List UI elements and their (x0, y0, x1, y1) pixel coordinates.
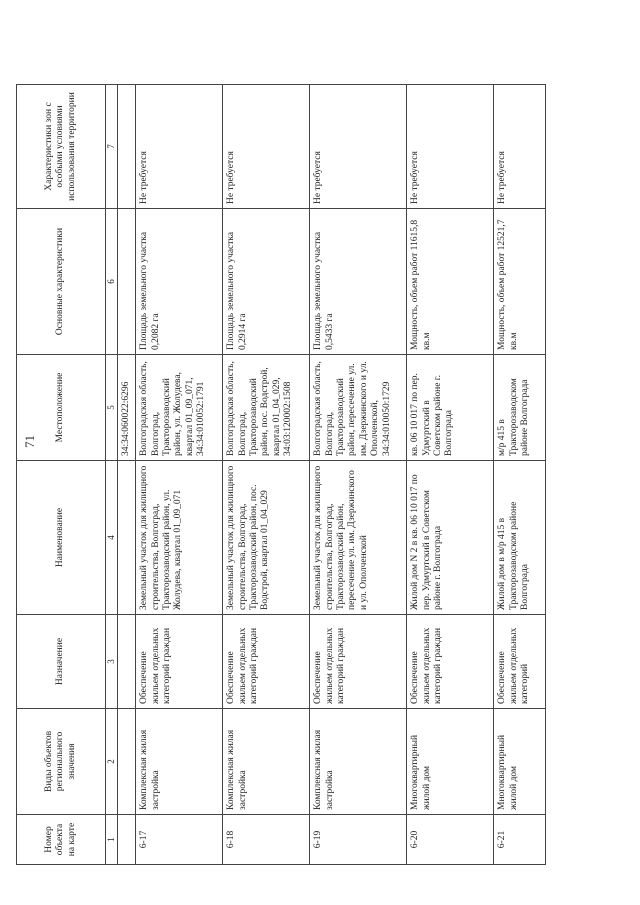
object-location: кв. 06 10 017 по пер. Удмуртский в Советском районе г. Волгограда (407, 355, 494, 461)
continuation-row (117, 85, 135, 865)
object-type: Многоквартирный жилой дом (407, 709, 494, 815)
object-name: Жилой дом в м/р 415 в Тракторозаводском районе Волгограда (494, 461, 546, 615)
object-type: Комплексная жилая застройка (136, 709, 223, 815)
object-location: м/р 415 в Тракторозаводском районе Волгограда (494, 355, 546, 461)
object-zones: Не требуется (136, 85, 223, 209)
object-location: Волгоградская область, Волгоград, Тракторозаводский район, пересечение ул. им. Дзержинского и ул. Ополченской, 34:34:010050:1729 (310, 355, 407, 461)
rotated-page (0, 70, 560, 905)
object-purpose: Обеспечение жильем отдельных категорий граждан (223, 615, 310, 709)
table-row (407, 85, 494, 865)
object-number: 6-21 (494, 815, 546, 865)
object-number: 6-19 (310, 815, 407, 865)
table-row (494, 85, 546, 865)
table-row (223, 85, 310, 865)
object-purpose: Обеспечение жильем отдельных категорий (494, 615, 546, 709)
object-purpose: Обеспечение жильем отдельных категорий граждан (407, 615, 494, 709)
object-type: Комплексная жилая застройка (310, 709, 407, 815)
object-characteristics: Площадь земельного участка 0,2082 га (136, 209, 223, 355)
object-name: Земельный участок для жилищного строительства, Волгоград, Тракторозаводский район, пос. Водстрой, квартал 01_04_029 (223, 461, 310, 615)
object-characteristics: Мощность, объем работ 12521,7 кв.м (494, 209, 546, 355)
object-characteristics: Площадь земельного участка 0,2914 га (223, 209, 310, 355)
column-number: 2 (106, 709, 118, 815)
object-characteristics: Мощность, объем работ 11615,8 кв.м (407, 209, 494, 355)
page-number: 71 (22, 435, 37, 448)
header-number: Номер объекта на карте (17, 815, 106, 865)
object-number: 6-20 (407, 815, 494, 865)
column-number: 1 (106, 815, 118, 865)
table-row (136, 85, 223, 865)
object-location: Волгоградская область, Волгоград, Тракторозаводский район, пос. Водстрой, квартал 01_04_029, 34:03:120002:1508 (223, 355, 310, 461)
object-name: Земельный участок для жилищного строительства, Волгоград, Тракторозаводский район, пересечение ул. им. Дзержинского и ул. Ополченской (310, 461, 407, 615)
table-header-row (17, 85, 106, 865)
object-name: Земельный участок для жилищного строительства, Волгоград, Тракторозаводский район, ул. Жолудева, квартал 01_09_071 (136, 461, 223, 615)
objects-table (16, 84, 546, 865)
header-characteristics: Основные характеристики (17, 209, 106, 355)
header-zones: Характеристики зон с особыми условиями использования территории (17, 85, 106, 209)
object-zones: Не требуется (223, 85, 310, 209)
object-zones: Не требуется (407, 85, 494, 209)
column-number: 5 (106, 355, 118, 461)
header-type: Виды объектов регионального значения (17, 709, 106, 815)
object-purpose: Обеспечение жильем отдельных категорий граждан (310, 615, 407, 709)
object-type: Комплексная жилая застройка (223, 709, 310, 815)
object-zones: Не требуется (310, 85, 407, 209)
object-zones: Не требуется (494, 85, 546, 209)
object-characteristics: Площадь земельного участка 0,5433 га (310, 209, 407, 355)
object-number: 6-18 (223, 815, 310, 865)
header-location: Местоположение (17, 355, 106, 461)
object-name: Жилой дом N 2 в кв. 06 10 017 по пер. Удмуртский в Советском районе г. Волгограда (407, 461, 494, 615)
table-row (310, 85, 407, 865)
object-purpose: Обеспечение жильем отдельных категорий граждан (136, 615, 223, 709)
object-number: 6-17 (136, 815, 223, 865)
column-number: 7 (106, 85, 118, 209)
header-purpose: Назначение (17, 615, 106, 709)
column-number: 3 (106, 615, 118, 709)
column-number: 6 (106, 209, 118, 355)
header-name: Наименование (17, 461, 106, 615)
column-number-row (106, 85, 118, 865)
object-location: Волгоградская область, Волгоград, Тракторозаводский район, ул. Жолудева, квартал 01_09_071, 34:34:010052:1791 (136, 355, 223, 461)
continuation-cadastral-number: 34:34:060022:6296 (117, 355, 135, 461)
object-type: Многоквартирный жилой дом (494, 709, 546, 815)
column-number: 4 (106, 461, 118, 615)
